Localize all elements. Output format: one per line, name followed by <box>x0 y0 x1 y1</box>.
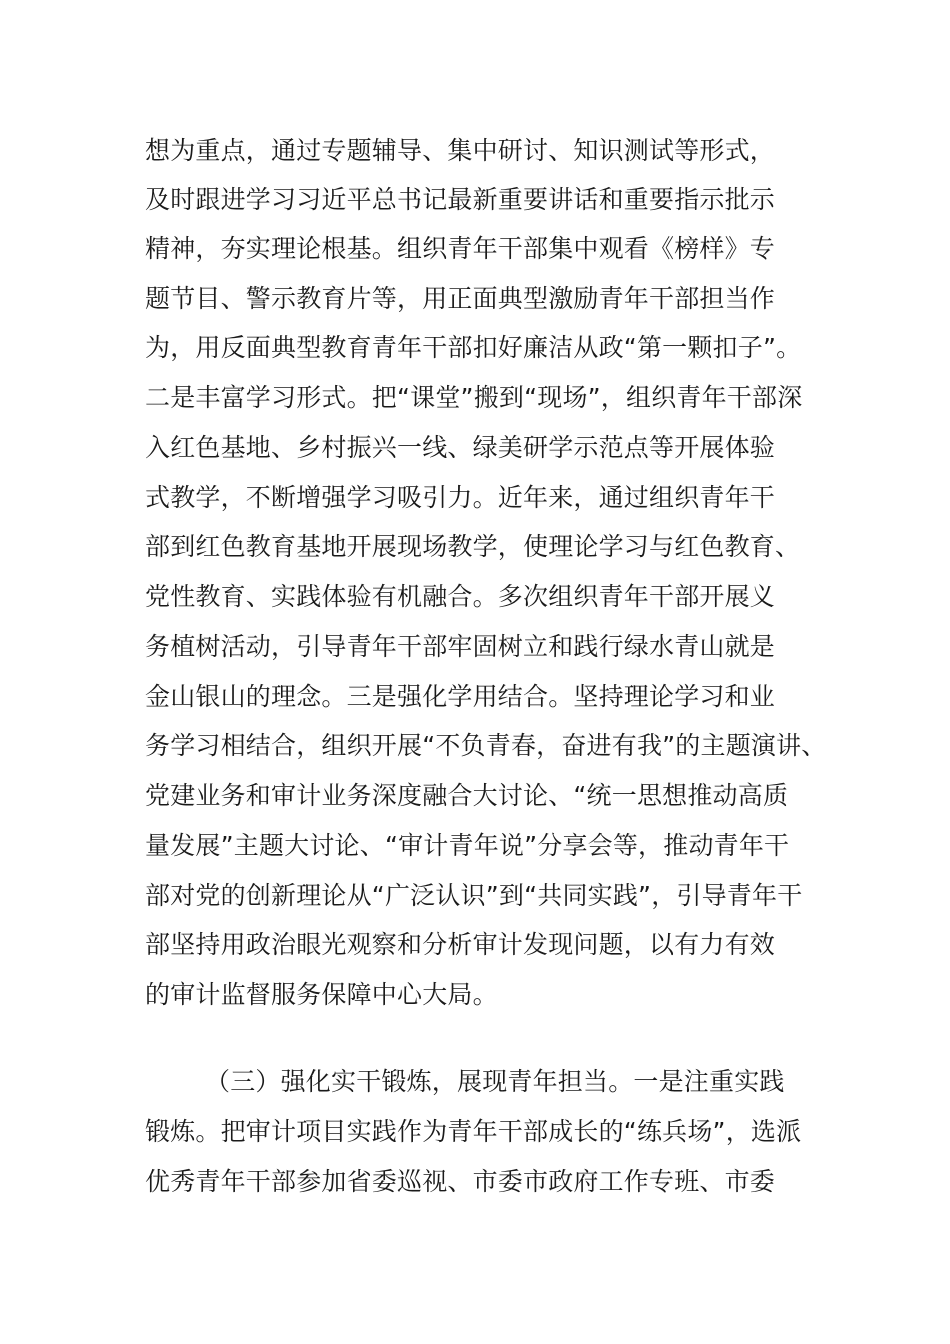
text-line: 精神，夯实理论根基。组织青年干部集中观看《榜样》专 <box>145 234 776 263</box>
text-line: 部坚持用政治眼光观察和分析审计发现问题，以有力有效 <box>145 930 776 959</box>
text-line: 锻炼。把审计项目实践作为青年干部成长的“练兵场”，选派 <box>145 1117 802 1146</box>
text-line: 式教学，不断增强学习吸引力。近年来，通过组织青年干 <box>145 483 776 512</box>
text-line: 金山银山的理念。三是强化学用结合。坚持理论学习和业 <box>145 682 776 711</box>
text-line: （三）强化实干锻炼，展现青年担当。一是注重实践 <box>205 1067 785 1096</box>
text-line: 部到红色教育基地开展现场教学，使理论学习与红色教育、 <box>145 532 801 561</box>
text-line: 优秀青年干部参加省委巡视、市委市政府工作专班、市委 <box>145 1167 776 1196</box>
text-line: 部对党的创新理论从“广泛认识”到“共同实践”，引导青年干 <box>145 881 803 910</box>
text-line: 想为重点，通过专题辅导、集中研讨、知识测试等形式， <box>145 136 776 165</box>
text-line: 及时跟进学习习近平总书记最新重要讲话和重要指示批示 <box>145 185 776 214</box>
text-line: 二是丰富学习形式。把“课堂”搬到“现场”，组织青年干部深 <box>145 383 803 412</box>
text-line: 务学习相结合，组织开展“不负青春，奋进有我”的主题演讲、 <box>145 731 827 760</box>
text-line: 的审计监督服务保障中心大局。 <box>145 980 498 1009</box>
text-line: 党建业务和审计业务深度融合大讨论、“统一思想推动高质 <box>145 781 789 810</box>
text-line: 入红色基地、乡村振兴一线、绿美研学示范点等开展体验 <box>145 433 776 462</box>
text-line: 题节目、警示教育片等，用正面典型激励青年干部担当作 <box>145 284 776 313</box>
text-line: 为，用反面典型教育青年干部扣好廉洁从政“第一颗扣子”。 <box>145 333 802 362</box>
text-line: 务植树活动，引导青年干部牢固树立和践行绿水青山就是 <box>145 632 776 661</box>
text-line: 量发展”主题大讨论、“审计青年说”分享会等，推动青年干 <box>145 831 790 860</box>
text-line: 党性教育、实践体验有机融合。多次组织青年干部开展义 <box>145 582 776 611</box>
